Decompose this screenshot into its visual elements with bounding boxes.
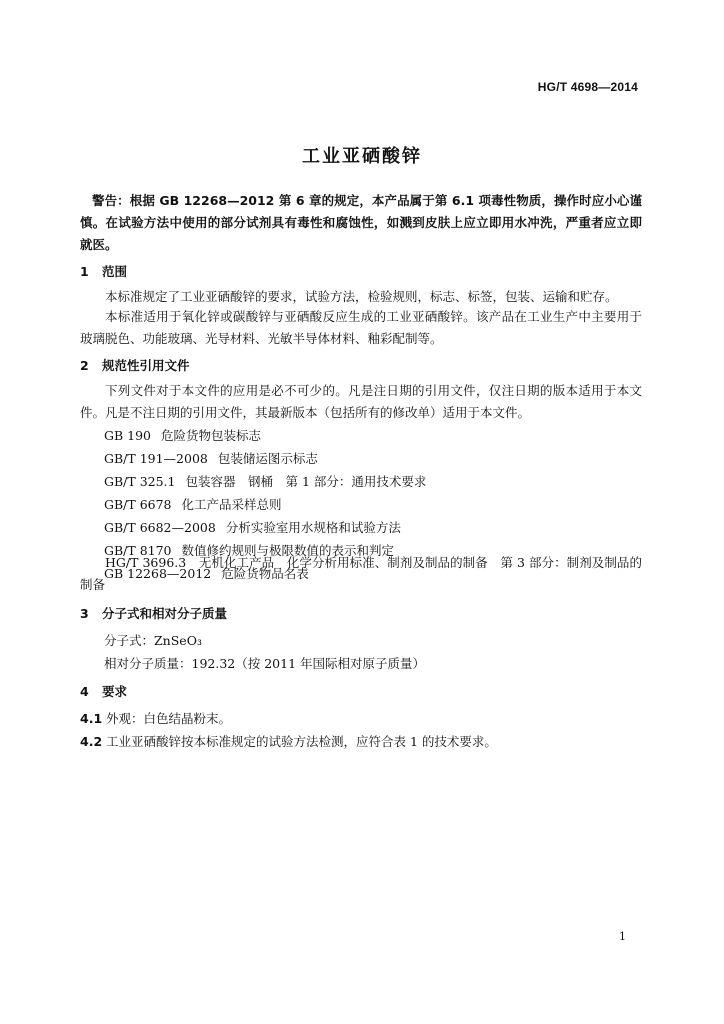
requirement-item [80,732,497,750]
section-number: 2 [80,358,89,373]
reference-item [104,449,318,467]
reference-item-wrapped: HG/T 3696.3 无机化工产品 化学分析用标准、制剂及制品的制备 第 3 部分：制剂及制品的制备 [80,555,642,592]
reference-item [104,472,426,490]
references-intro: 下列文件对于本文件的应用是必不可少的。凡是注日期的引用文件，仅注日期的版本适用于本文件。凡是不注日期的引用文件，其最新版本（包括所有的修改单）适用于本文件。 [80,383,642,420]
clause-text: 外观：白色结晶粉末。 [106,711,232,726]
reference-name: 危险货物品名表 [221,566,309,581]
reference-name: 化工产品采样总则 [181,497,282,512]
scope-paragraph-1: 本标准规定了工业亚硒酸锌的要求，试验方法，检验规则，标志、标签，包装、运输和贮存。 [105,289,618,304]
requirement-item [80,709,231,727]
clause-number: 4.2 [80,734,103,749]
reference-item [104,518,401,536]
reference-name: 危险货物包装标志 [161,428,262,443]
reference-code: GB/T 8170 [104,543,172,558]
page-number: 1 [619,930,626,943]
section-title: 要求 [102,684,128,699]
section-1-heading [80,262,127,280]
reference-item [104,426,261,444]
section-title: 规范性引用文件 [102,358,190,373]
clause-number: 4.1 [80,711,103,726]
reference-name: 包装容器 钢桶 第 1 部分：通用技术要求 [185,474,427,489]
molecular-formula: 分子式：ZnSeO₃ [104,633,202,648]
reference-code: GB/T 6678 [104,497,172,512]
section-number: 3 [80,606,89,621]
reference-code: GB/T 6682—2008 [104,520,216,535]
section-title: 范围 [102,264,128,279]
reference-code: GB/T 191—2008 [104,451,208,466]
section-3-heading [80,604,227,622]
reference-code: GB/T 325.1 [104,474,176,489]
molecular-mass: 相对分子质量：192.32（按 2011 年国际相对原子质量） [104,656,425,671]
reference-name: 数值修约规则与极限数值的表示和判定 [181,543,395,558]
reference-name: 分析实验室用水规格和试验方法 [225,520,401,535]
section-2-heading [80,356,190,374]
scope-paragraph-2: 本标准适用于氧化锌或碳酸锌与亚硒酸反应生成的工业亚硒酸锌。该产品在工业生产中主要用于玻璃脱色、功能玻璃、光导材料、光敏半导体材料、釉彩配制等。 [80,309,642,346]
section-number: 1 [80,264,89,279]
warning-paragraph: 警告：根据 GB 12268—2012 第 6 章的规定，本产品属于第 6.1 项毒性物质，操作时应小心谨慎。在试验方法中使用的部分试剂具有毒性和腐蚀性，如溅到皮肤上应立即用水冲洗，严重者应立即就医。 [80,193,642,252]
clause-text: 工业亚硒酸锌按本标准规定的试验方法检测，应符合表 1 的技术要求。 [106,734,497,749]
document-title: 工业亚硒酸锌 [302,146,422,167]
section-4-heading [80,682,127,700]
standard-number: HG/T 4698—2014 [537,80,638,94]
reference-name: 包装储运图示标志 [217,451,318,466]
reference-item [104,495,282,513]
section-title: 分子式和相对分子质量 [102,606,228,621]
section-number: 4 [80,684,89,699]
reference-code: GB 190 [104,428,152,443]
reference-code: GB 12268—2012 [104,566,212,581]
